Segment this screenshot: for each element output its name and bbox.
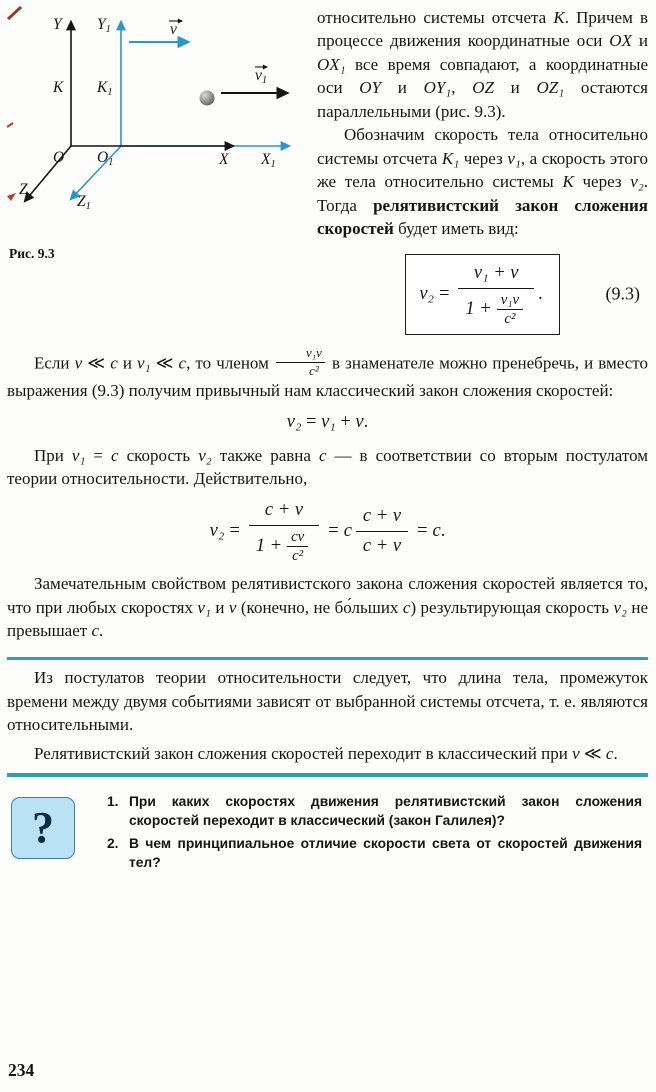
eq93-fraction	[458, 262, 534, 328]
question-1-text: При каких скоростях движения релятивистский закон сложения скоростей переходит в классический (закон Галилея)?	[129, 793, 642, 829]
classical-addition-equation: v₂ = v₁ + v.	[286, 412, 369, 433]
question-2-number: 2.	[107, 835, 119, 851]
eq93-nested-numerator: v₁v	[497, 292, 523, 310]
question-1-number: 1.	[107, 793, 119, 809]
paragraph-define-velocities: Обозначим скорость тела относительно системы отсчета K₁ через v₁, а скорость этого же тела относительно системы K через v₂. Тогда релятивистский закон сложения скоростей будет иметь вид:	[317, 125, 648, 239]
eq93-lhs: v₂	[419, 283, 434, 304]
chain-f1-denominator	[249, 526, 320, 565]
label-Z1: Z1	[77, 193, 91, 212]
chain-f1-nested-fraction	[287, 529, 308, 565]
print-artifacts	[7, 7, 21, 201]
chain-fraction-2	[356, 505, 408, 558]
question-mark-icon	[11, 797, 75, 859]
label-X: X	[219, 151, 229, 168]
chain-rhs: c	[432, 520, 441, 541]
eq93-numerator: v₁ + v	[458, 262, 534, 289]
label-X1: X1	[261, 151, 276, 170]
label-Y1: Y1	[97, 16, 111, 35]
velocity-vector-v	[129, 21, 188, 42]
velocity-vector-v1	[221, 67, 287, 93]
summary-block	[7, 657, 648, 777]
page-number: 234	[8, 1059, 35, 1080]
paragraph-speed-of-light-case: При v₁ = c скорость v₂ также равна c — в соответствии со вторым постулатом теории относительности. Действительно,	[7, 445, 649, 489]
chain-f1-numerator: c + v	[249, 499, 320, 526]
relativistic-velocity-addition-equation	[7, 254, 648, 336]
chain-f1-nested-numerator: cv	[287, 529, 308, 547]
label-K: K	[53, 79, 64, 96]
label-v: v	[170, 21, 177, 38]
equation-number: (9.3)	[605, 283, 640, 304]
chain-f1-denominator-prefix: 1 +	[255, 535, 283, 556]
question-2-text: В чем принципиальное отличие скорости света от скоростей движения тел?	[129, 835, 642, 871]
label-Z: Z	[19, 181, 28, 198]
eq93-denominator-prefix: 1 +	[465, 298, 492, 319]
figure-9-3-drawing	[7, 6, 307, 238]
eq93-denominator	[458, 289, 534, 328]
summary-rule-top	[7, 657, 648, 661]
derivation-equation	[7, 499, 648, 565]
chain-equals-1: =	[229, 520, 240, 541]
chain-period: .	[440, 520, 446, 541]
eq93-nested-denominator: c²	[504, 310, 516, 327]
chain-f2-denominator: c + v	[362, 536, 402, 557]
label-v1: v1	[255, 67, 268, 86]
chain-coefficient-c: c	[343, 520, 352, 541]
eq93-equals: =	[438, 283, 450, 304]
axis-labels	[19, 16, 276, 212]
axes-frame-k	[25, 22, 233, 201]
moving-body-ball	[200, 91, 215, 106]
chain-f2-numerator: c + v	[356, 505, 408, 532]
questions-block	[11, 792, 642, 876]
chain-f1-nested-denominator: c²	[292, 548, 304, 565]
chain-equals-2: =	[328, 520, 339, 541]
label-O: O	[53, 149, 65, 166]
chain-fraction-1	[249, 499, 320, 565]
axes-frame-k1	[71, 22, 289, 199]
summary-paragraph-relativity-of-length-time: Из постулатов теории относительности следует, что длина тела, промежуток времени между двумя событиями зависят от выбранной системы отсчета, т. е. являются относительными.	[7, 668, 648, 735]
questions-list	[107, 792, 642, 876]
label-Y: Y	[53, 16, 62, 33]
figure-caption: Рис. 9.3	[9, 246, 55, 262]
question-item-2	[107, 834, 642, 873]
summary-paragraph-classical-limit: Релятивистский закон сложения скоростей переходит в классический при v ≪ c.	[34, 743, 618, 763]
label-K1: K1	[97, 79, 113, 98]
equation-box	[405, 254, 559, 336]
paragraph-classical-limit: Если v ≪ c и v₁ ≪ c, то членом $\frac{\text{v₁v}}{\text{c²}}$ в знаменателе можно пренебречь, и вместо выражения (9.3) получим привычный нам классический закон сложения скоростей:	[7, 345, 649, 400]
chain-lhs: v₂	[209, 520, 225, 541]
label-O1: O1	[97, 149, 114, 168]
eq93-period: .	[538, 283, 543, 304]
chain-equals-3: =	[417, 520, 428, 541]
summary-rule-bottom	[7, 773, 648, 777]
paragraph-frames-coincide: относительно системы отсчета K. Причем в процессе движения координатные оси OX и OX₁ все время совпадают, а координатные оси OY и OY₁, OZ и OZ₁ остаются параллельными (рис. 9.3).	[317, 8, 649, 121]
question-item-1	[107, 792, 642, 831]
question-mark-glyph: ?	[32, 802, 54, 852]
paragraph-remarkable-property: Замечательным свойством релятивистского закона сложения скоростей является то, что при любых скоростях v₁ и v (конечно, не бо́льших c) результирующая скорость v₂ не превышает c.	[7, 574, 648, 641]
eq93-nested-fraction	[497, 292, 523, 328]
figure-9-3	[7, 6, 307, 262]
